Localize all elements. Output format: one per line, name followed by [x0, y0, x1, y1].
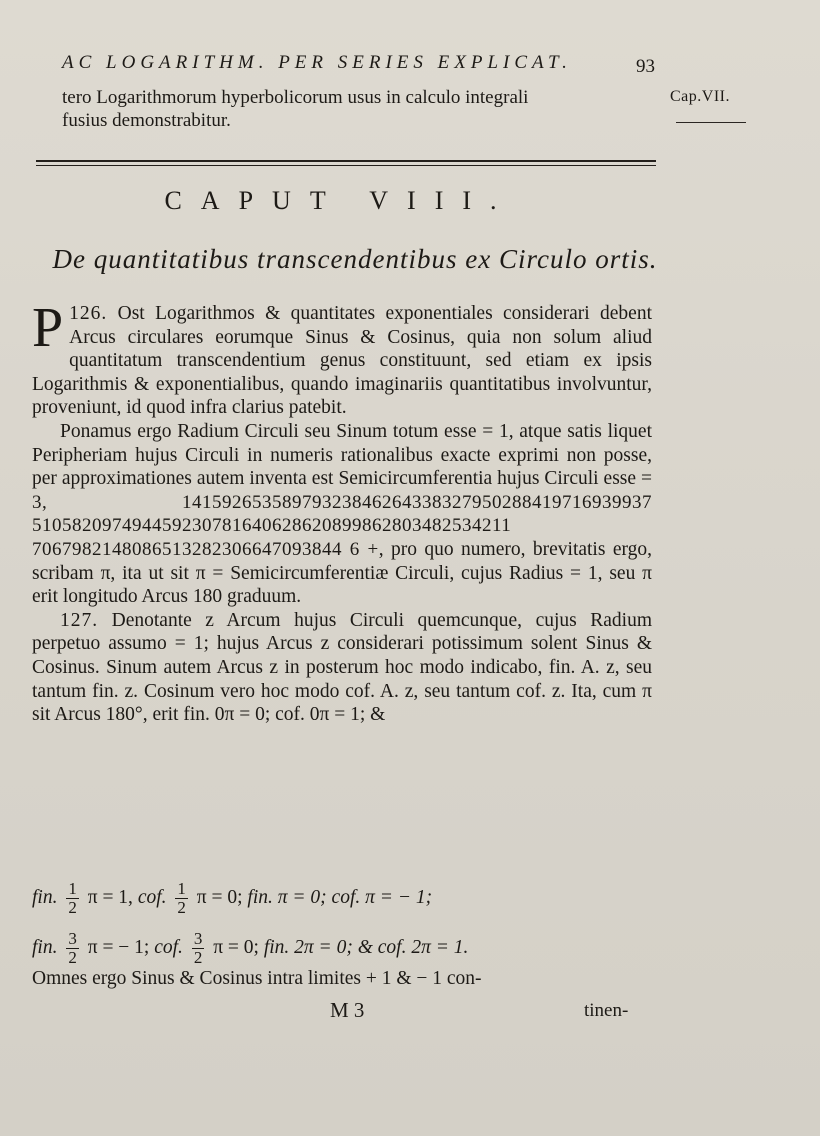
- pi-digits-2: 510582097494459230781640628620899862803482534211: [32, 515, 512, 537]
- intro-text: [62, 86, 672, 132]
- formula-line-1: [32, 880, 652, 917]
- body-text: [32, 297, 652, 727]
- formula-term: π = 0;: [196, 886, 243, 908]
- running-header: AC LOGARITHM. PER SERIES EXPLICAT.: [62, 52, 572, 73]
- pi-digits-1: 3, 14159265358979323846264338327950288419716939937: [32, 491, 652, 513]
- paragraph-127: [32, 609, 652, 727]
- drop-cap: P: [32, 297, 64, 359]
- formula-term: fin. π = 0;: [247, 886, 327, 908]
- chapter-subtitle: De quantitatibus transcendentibus ex Circulo ortis.: [52, 244, 658, 274]
- formula-term: fin.: [32, 936, 58, 958]
- fraction: $\frac{3}{2}$: [193, 929, 203, 967]
- paragraph-number: 127.: [60, 609, 99, 631]
- divider-thin: [36, 165, 656, 166]
- pi-digits-3: 7067982148086513282306647093844 6 +: [32, 538, 379, 560]
- catchword: tinen-: [584, 1000, 629, 1021]
- formula-term: π = 0;: [213, 936, 259, 958]
- formula-term: fin.: [32, 886, 58, 908]
- formula-term: fin. 2π = 0;: [263, 936, 353, 958]
- fraction: $\frac{1}{2}$: [177, 879, 186, 917]
- intro-line-2: fusius demonstrabitur.: [62, 110, 231, 131]
- formula-term: π = 1,: [87, 886, 133, 908]
- paragraph-number: 126.: [69, 303, 108, 324]
- fraction: $\frac{1}{2}$: [68, 879, 77, 917]
- paragraph-126: [32, 297, 652, 420]
- divider-thick: [36, 160, 656, 162]
- last-line: Omnes ergo Sinus & Cosinus intra limites + 1 & − 1 con-: [32, 968, 482, 989]
- formula-term: π = − 1;: [87, 936, 150, 958]
- paragraph-text: Denotante z Arcum hujus Circuli quemcunque, cujus Radium perpetuo assumo = 1; hujus Arcus z considerari potissimum solent Sinus & Cosinus. Sinum autem Arcus z in posterum hoc modo indicabo, fin. A. z, seu tantum fin. z. Cosinum vero hoc modo cof. A. z, seu tantum cof. z. Ita, cum π sit Arcus 180°, erit fin. 0π = 0; cof. 0π = 1; &: [32, 609, 652, 726]
- margin-rule: [676, 122, 746, 123]
- formula-line-2: [32, 930, 652, 967]
- formula-term: cof.: [154, 936, 183, 958]
- paragraph-text: Ost Logarithmos & quantitates exponentiales considerari debent Arcus circulares eorumque Sinus & Cosinus, quia non solum aliud quantitatum transcendentium genus constituunt, sed etiam ex ipsis Logarithmis & exponentialibus, quando imaginariis quantitatibus involvuntur, proveniunt, id quod infra clarius patebit.: [32, 303, 652, 419]
- margin-note: Cap.VII.: [670, 88, 730, 105]
- formula-term: cof. π = − 1;: [331, 886, 433, 908]
- formula-term: & cof. 2π = 1.: [357, 936, 469, 958]
- fraction: $\frac{3}{2}$: [68, 929, 77, 967]
- paragraph-126-continued: [32, 420, 652, 609]
- intro-line-1: tero Logarithmorum hyperbolicorum usus in calculo integrali: [62, 87, 529, 108]
- signature-mark: M 3: [330, 998, 365, 1022]
- paragraph-text: Ponamus ergo Radium Circuli seu Sinum totum esse = 1, atque satis liquet Peripheriam hujus Circuli in numeris rationalibus exacte exprimi non posse, per approximationes autem inventa est Semicircumferentia hujus Circuli esse =: [32, 420, 652, 490]
- page-number: 93: [636, 56, 655, 77]
- formula-term: cof.: [137, 886, 167, 908]
- paragraph-text: , pro quo numero, brevitatis ergo, scribam π, ita ut sit π = Semicircumferentiæ Circuli, cujus Radius = 1, seu π erit longitudo Arcus 180 graduum.: [32, 538, 652, 608]
- chapter-title: CAPUT VIII.: [164, 186, 516, 215]
